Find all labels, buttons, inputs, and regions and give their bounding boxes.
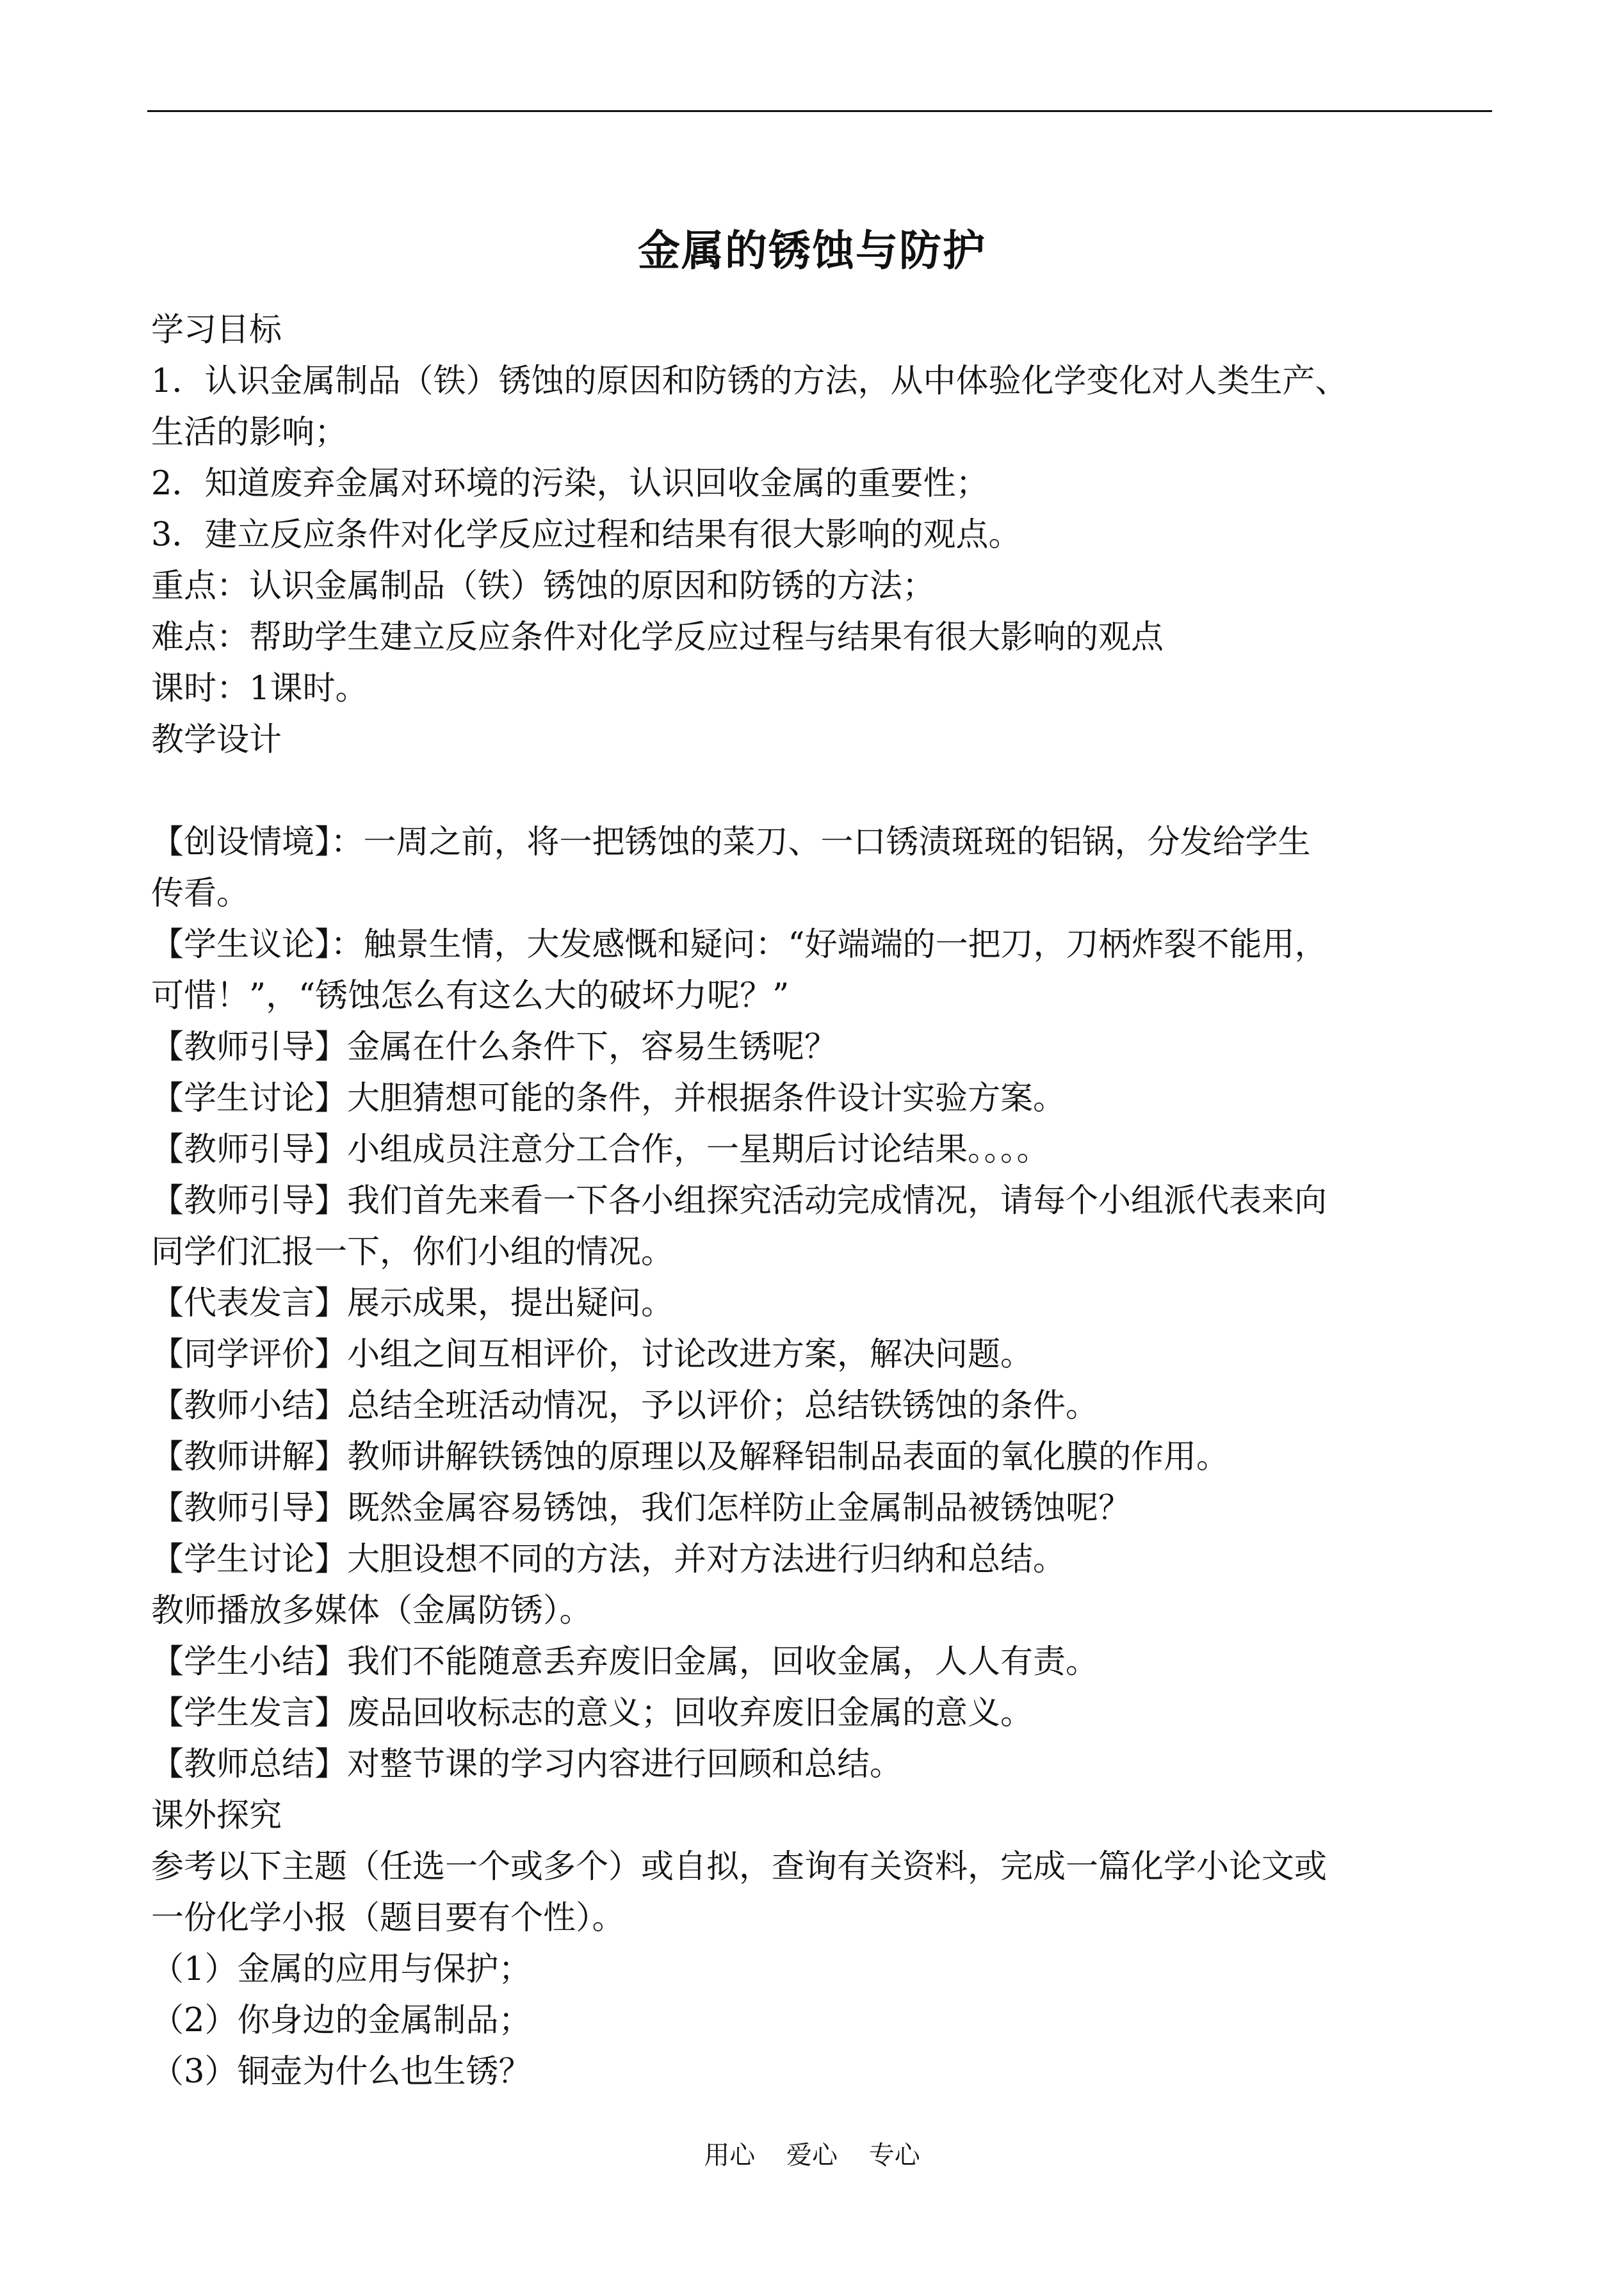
paragraph-line: 教师播放多媒体（金属防锈）。 — [151, 1592, 592, 1630]
topic-item-3: （3）铜壶为什么也生锈？ — [151, 2053, 532, 2091]
key-point: 重点：认识金属制品（铁）锈蚀的原因和防锈的方法； — [151, 567, 936, 605]
paragraph-line: 【学生小结】我们不能随意丢弃废旧金属，回收金属，人人有责。 — [151, 1643, 1099, 1681]
paragraph-line: 【教师引导】金属在什么条件下，容易生锈呢？ — [151, 1028, 838, 1066]
blank-line — [151, 766, 1496, 817]
section-heading-design: 教学设计 — [151, 721, 282, 759]
class-hours: 课时：1课时。 — [151, 670, 368, 708]
topic-item-2: （2）你身边的金属制品； — [151, 2002, 532, 2040]
objective-3: 3．建立反应条件对化学反应过程和结果有很大影响的观点。 — [151, 516, 1021, 554]
paragraph-line: 传看。 — [151, 875, 250, 912]
document-title: 金属的锈蚀与防护 — [638, 225, 986, 275]
paragraph-line: 【教师总结】对整节课的学习内容进行回顾和总结。 — [151, 1746, 903, 1783]
paragraph-line: 【学生讨论】大胆设想不同的方法，并对方法进行归纳和总结。 — [151, 1541, 1066, 1578]
paragraph-line: 【学生发言】废品回收标志的意义；回收弃废旧金属的意义。 — [151, 1694, 1034, 1732]
header-rule — [147, 110, 1492, 112]
difficult-point: 难点：帮助学生建立反应条件对化学反应过程与结果有很大影响的观点 — [151, 619, 1164, 656]
paragraph-line: 【学生讨论】大胆猜想可能的条件，并根据条件设计实验方案。 — [151, 1080, 1066, 1117]
paragraph-line: 【代表发言】展示成果，提出疑问。 — [151, 1285, 674, 1322]
paragraph-line: 【学生议论】：触景生情，大发感慨和疑问：“好端端的一把刀，刀柄炸裂不能用， — [151, 926, 1328, 964]
paragraph-line: 同学们汇报一下，你们小组的情况。 — [151, 1233, 674, 1271]
document-body — [151, 305, 1496, 2098]
paragraph-line: 可惜！”，“锈蚀怎么有这么大的破坏力呢？” — [151, 977, 790, 1015]
objective-2: 2．知道废弃金属对环境的污染，认识回收金属的重要性； — [151, 465, 989, 503]
paragraph-line: 【教师讲解】教师讲解铁锈蚀的原理以及解释铝制品表面的氧化膜的作用。 — [151, 1438, 1230, 1476]
paragraph-line: 【教师引导】小组成员注意分工合作，一星期后讨论结果。。。。 — [151, 1131, 1050, 1169]
page-footer: 用心 爱心 专心 — [704, 2141, 920, 2170]
paragraph-line: 【教师小结】总结全班活动情况，予以评价；总结铁锈蚀的条件。 — [151, 1387, 1099, 1425]
paragraph-line: 【创设情境】：一周之前，将一把锈蚀的菜刀、一口锈渍斑斑的铝锅，分发给学生 — [151, 823, 1311, 861]
paragraph-line: 【教师引导】我们首先来看一下各小组探究活动完成情况，请每个小组派代表来向 — [151, 1182, 1328, 1220]
objective-1-line-2: 生活的影响； — [151, 414, 348, 451]
paragraph-line: 一份化学小报（题目要有个性）。 — [151, 1899, 625, 1937]
section-heading-objectives: 学习目标 — [151, 311, 282, 349]
topic-item-1: （1）金属的应用与保护； — [151, 1950, 532, 1988]
section-heading-extracurricular: 课外探究 — [151, 1797, 282, 1835]
paragraph-line: 【教师引导】既然金属容易锈蚀，我们怎样防止金属制品被锈蚀呢？ — [151, 1489, 1132, 1527]
paragraph-line: 【同学评价】小组之间互相评价，讨论改进方案，解决问题。 — [151, 1336, 1034, 1374]
paragraph-line: 参考以下主题（任选一个或多个）或自拟，查询有关资料，完成一篇化学小论文或 — [151, 1848, 1328, 1886]
objective-1-line-1: 1．认识金属制品（铁）锈蚀的原因和防锈的方法，从中体验化学变化对人类生产、 — [151, 362, 1348, 400]
